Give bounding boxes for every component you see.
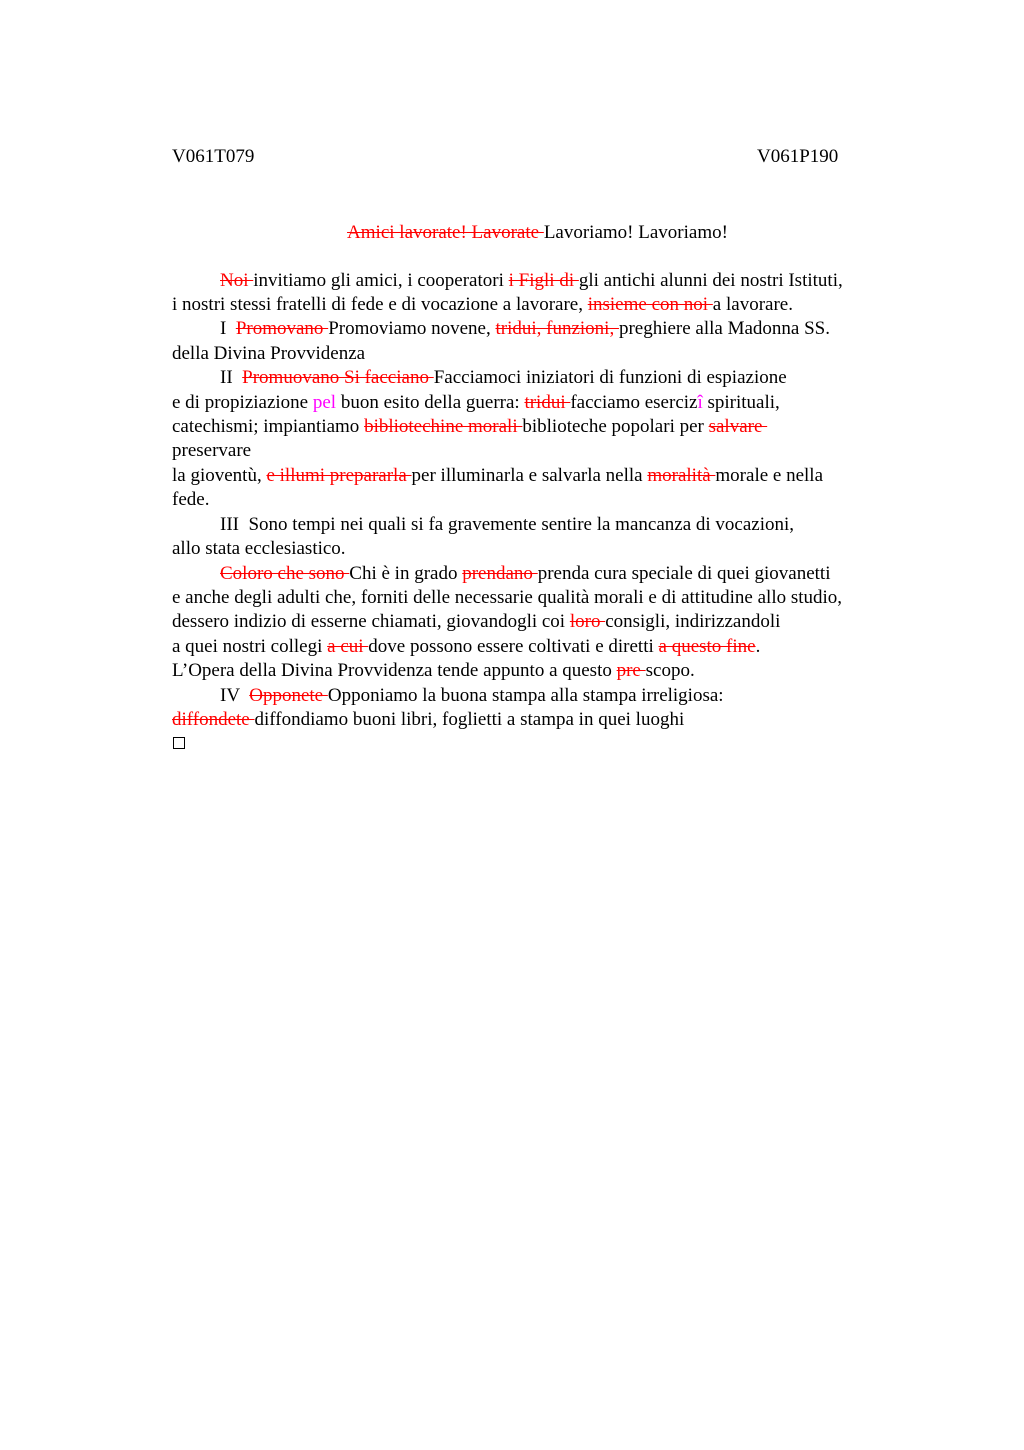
line-text: i nostri stessi fratelli di fede e di vocazione a lavorare, bbox=[172, 294, 588, 315]
line-text: catechismi; impiantiamo bbox=[172, 416, 365, 437]
text-line-10 bbox=[172, 488, 209, 512]
deleted-text: Promuovano Si facciano bbox=[242, 367, 434, 388]
line-text: biblioteche popolari per bbox=[522, 416, 709, 437]
text-line-8 bbox=[172, 439, 251, 463]
line-text: Opponiamo la buona stampa alla stampa irreligiosa: bbox=[327, 685, 724, 706]
line-text: della Divina Provvidenza bbox=[172, 343, 366, 364]
line-text: preghiere alla Madonna SS. bbox=[618, 318, 831, 339]
text-line-12 bbox=[172, 537, 346, 561]
line-text: preservare bbox=[172, 440, 252, 461]
deleted-text: pre bbox=[616, 660, 646, 681]
text-line-15 bbox=[172, 610, 780, 634]
title-text: Lavoriamo! Lavoriamo! bbox=[543, 222, 728, 243]
text-line-17 bbox=[172, 659, 695, 683]
text-line-2 bbox=[172, 293, 793, 317]
deleted-text: Opponete bbox=[249, 685, 328, 706]
line-text: per illuminarla e salvarla nella bbox=[411, 465, 648, 486]
deleted-text: moralità bbox=[647, 465, 716, 486]
end-marker-box bbox=[173, 737, 185, 749]
text-line-11 bbox=[220, 513, 794, 537]
deleted-text: Coloro che sono bbox=[220, 563, 350, 584]
deleted-text: e illumi prepararla bbox=[266, 465, 412, 486]
document-code-left: V061T079 bbox=[172, 146, 255, 167]
inserted-text: pel bbox=[312, 392, 337, 413]
line-text: Promoviamo novene, bbox=[328, 318, 496, 339]
deleted-text: tridui, funzioni, bbox=[495, 318, 619, 339]
deleted-text: Promovano bbox=[235, 318, 329, 339]
text-line-1 bbox=[220, 269, 843, 293]
line-text: consigli, indirizzandoli bbox=[605, 611, 781, 632]
text-line-19 bbox=[172, 708, 684, 732]
line-text: facciamo eserciz bbox=[570, 392, 698, 413]
text-line-13 bbox=[220, 562, 830, 586]
deleted-text: salvare bbox=[708, 416, 768, 437]
text-line-5 bbox=[220, 366, 787, 390]
line-text: III Sono tempi nei quali si fa gravemente sentire la mancanza di vocazioni, bbox=[220, 514, 795, 535]
deleted-text: a questo fine bbox=[658, 636, 756, 657]
section-numeral: IV bbox=[220, 685, 250, 706]
line-text: dove possono essere coltivati e diretti bbox=[368, 636, 659, 657]
line-text: e di propiziazione bbox=[172, 392, 313, 413]
line-text: e anche degli adulti che, forniti delle necessarie qualità morali e di attitudine allo studio, bbox=[172, 587, 843, 608]
line-text: Facciamoci iniziatori di funzioni di espiazione bbox=[433, 367, 787, 388]
line-text: a lavorare. bbox=[712, 294, 793, 315]
line-text: diffondiamo buoni libri, foglietti a stampa in quei luoghi bbox=[254, 709, 685, 730]
section-numeral: II bbox=[220, 367, 243, 388]
text-line-18 bbox=[220, 684, 724, 708]
line-text: gli antichi alunni dei nostri Istituti, bbox=[578, 270, 843, 291]
deleted-text: loro bbox=[569, 611, 606, 632]
line-text: morale e nella bbox=[715, 465, 824, 486]
line-text: fede. bbox=[172, 489, 210, 510]
page-code-right: V061P190 bbox=[757, 146, 839, 167]
deleted-text: a cui bbox=[327, 636, 369, 657]
document-title bbox=[0, 221, 1024, 245]
line-text: dessero indizio di esserne chiamati, giovandogli coi bbox=[172, 611, 570, 632]
line-text: allo stata ecclesiastico. bbox=[172, 538, 346, 559]
section-numeral: I bbox=[220, 318, 236, 339]
inserted-text: î bbox=[697, 392, 703, 413]
deleted-text: tridui bbox=[524, 392, 571, 413]
text-line-4 bbox=[172, 342, 365, 366]
line-text: a quei nostri collegi bbox=[172, 636, 328, 657]
line-text: scopo. bbox=[645, 660, 695, 681]
deleted-text: diffondete bbox=[172, 709, 255, 730]
deleted-text: bibliotechine morali bbox=[364, 416, 523, 437]
deleted-text: i Figli di bbox=[508, 270, 579, 291]
text-line-3 bbox=[220, 317, 830, 341]
line-text: Chi è in grado bbox=[349, 563, 463, 584]
deleted-text: Noi bbox=[220, 270, 254, 291]
deleted-text: Amici lavorate! Lavorate bbox=[347, 222, 544, 243]
line-text: invitiamo gli amici, i cooperatori bbox=[253, 270, 509, 291]
line-text: . bbox=[755, 636, 761, 657]
line-text: L’Opera della Divina Provvidenza tende appunto a questo bbox=[172, 660, 617, 681]
line-text: la gioventù, bbox=[172, 465, 267, 486]
text-line-9 bbox=[172, 464, 823, 488]
text-line-16 bbox=[172, 635, 760, 659]
line-text: spirituali, bbox=[702, 392, 780, 413]
text-line-14 bbox=[172, 586, 842, 610]
line-text: buon esito della guerra: bbox=[336, 392, 525, 413]
text-line-7 bbox=[172, 415, 767, 439]
line-text: prenda cura speciale di quei giovanetti bbox=[537, 563, 831, 584]
text-line-6 bbox=[172, 391, 780, 415]
deleted-text: insieme con noi bbox=[587, 294, 713, 315]
deleted-text: prendano bbox=[462, 563, 538, 584]
